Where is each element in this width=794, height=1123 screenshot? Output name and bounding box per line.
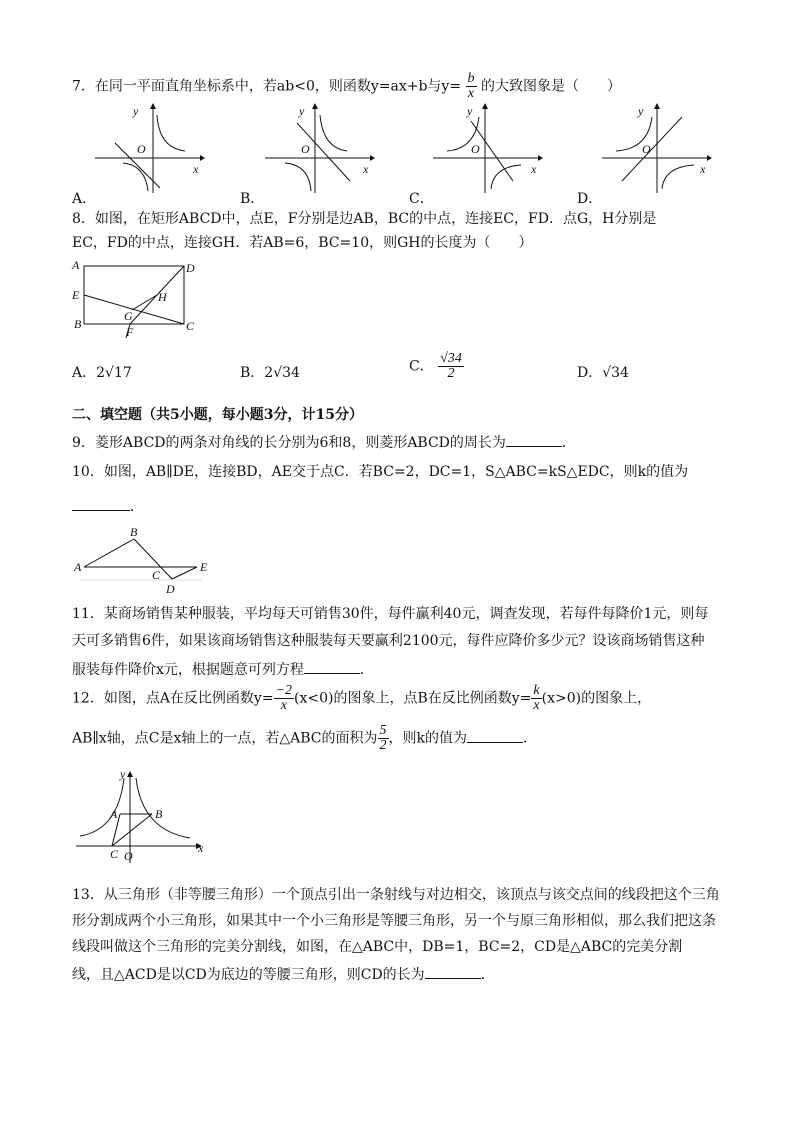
- q8-option-d[interactable]: D．√34: [577, 365, 629, 381]
- q7a-y-label: y: [133, 104, 139, 118]
- q9-end: ．: [561, 435, 576, 451]
- q12-label-a: A: [110, 807, 118, 821]
- q8-label-f: F: [126, 325, 134, 339]
- q11-end: ．: [359, 662, 374, 678]
- q7b-origin: O: [301, 142, 310, 156]
- q12-line1: [72, 684, 651, 713]
- q11-line3-text: 服装每件降价x元，根据题意可列方程: [72, 662, 304, 678]
- q7-fraction: [466, 72, 477, 101]
- q7d-x-label: x: [700, 162, 706, 176]
- q8-label-b: B: [74, 317, 82, 331]
- q8-line2: EC，FD的中点，连接GH．若AB=6，BC=10，则GH的长度为（ ）: [72, 235, 533, 251]
- q7-option-a[interactable]: A．: [72, 191, 97, 207]
- q7-text: 7．在同一平面直角坐标系中，若ab<0，则函数y=ax+b与y=: [72, 78, 462, 95]
- q8-label-e: E: [72, 288, 80, 302]
- q13-line4: [72, 964, 495, 984]
- q7d-y-label: y: [638, 104, 644, 118]
- q10-label-c: C: [152, 568, 161, 582]
- q12-fraction-1: [274, 684, 294, 713]
- q7d-origin: O: [642, 142, 651, 156]
- q10-line1: 10．如图，AB∥DE，连接BD，AE交于点C．若BC=2，DC=1，S△ABC=kS△EDC，则k的值为: [72, 464, 689, 480]
- q7-graph-b: [265, 103, 375, 193]
- q8-line1: 8．如图，在矩形ABCD中，点E，F分别是边AB，BC的中点，连接EC，FD．点G，H分别是: [72, 211, 657, 227]
- q12-f1-num: −2: [275, 683, 293, 698]
- q7-graph-c: [433, 103, 543, 193]
- q12-end: ．: [523, 730, 537, 747]
- q7-option-d[interactable]: D．: [577, 191, 603, 207]
- q12-f2-den: x: [533, 698, 540, 713]
- q13-line1: 13．从三角形（非等腰三角形）一个顶点引出一条射线与对边相交，该顶点与该交点间的线段把这个三角: [72, 887, 720, 903]
- q7-frac-num: b: [467, 71, 475, 86]
- q12-line2-post: ，则k的值为: [388, 730, 467, 747]
- q7b-x-label: x: [363, 162, 369, 176]
- q13-answer-blank[interactable]: [425, 964, 481, 979]
- q9-answer-blank[interactable]: [506, 432, 562, 447]
- q12-pre: 12．如图，点A在反比例函数y=: [72, 690, 274, 707]
- q8-label-h: H: [158, 290, 167, 304]
- q8-option-a[interactable]: A．2√17: [72, 365, 132, 381]
- q7a-origin: O: [137, 142, 146, 156]
- q12-figure: [72, 768, 207, 863]
- q12-f2-num: k: [533, 683, 540, 698]
- q8-label-a: A: [72, 258, 80, 272]
- q7-frac-den: x: [467, 86, 475, 101]
- q12-line2-pre: AB∥x轴，点C是x轴上的一点，若△ABC的面积为: [72, 730, 378, 747]
- q8-label-c: C: [186, 319, 195, 333]
- q12-f3-den: 2: [379, 738, 387, 753]
- q11-line3: [72, 659, 374, 679]
- q7c-y-label: y: [467, 104, 473, 118]
- q8-c-num: √34: [440, 351, 462, 366]
- q7-graph-a: [95, 103, 205, 193]
- q10-label-e: E: [200, 560, 208, 574]
- q9-text: 9．菱形ABCD的两条对角线的长分别为6和8，则菱形ABCD的周长为: [72, 435, 506, 451]
- q7-option-c[interactable]: C．: [409, 191, 434, 207]
- q12-label-c: C: [110, 847, 119, 861]
- q10-figure: [72, 525, 212, 595]
- q8-option-c-label: C．: [409, 358, 434, 375]
- q12-f1-den: x: [280, 698, 287, 713]
- q8-figure: [70, 258, 200, 338]
- q12-origin: O: [124, 849, 133, 863]
- q13-line4-text: 线，且△ACD是以CD为底边的等腰三角形，则CD的长为: [72, 967, 425, 983]
- q7-option-b[interactable]: B．: [240, 191, 265, 207]
- q11-answer-blank[interactable]: [304, 659, 360, 674]
- q12-fraction-2: [531, 684, 541, 713]
- q11-line2: 天可多销售6件，如果该商场销售这种服装每天要赢利2100元，每件应降价多少元？设该商场销售这种: [72, 633, 705, 649]
- q8-option-b[interactable]: B．2√34: [240, 365, 300, 381]
- q13-line2: 形分割成两个小三角形，如果其中一个小三角形是等腰三角形，另一个与原三角形相似，那么我们把这条: [72, 913, 716, 929]
- q13-line3: 线段叫做这个三角形的完美分割线，如图，在△ABC中，DB=1，BC=2，CD是△ABC的完美分割: [72, 939, 683, 955]
- q7c-origin: O: [471, 142, 480, 156]
- q7a-x-label: x: [193, 162, 199, 176]
- q10-label-d: D: [166, 582, 175, 596]
- q8-option-c-fraction: [438, 352, 464, 381]
- q7-stem: [72, 72, 621, 101]
- q10-line2: [72, 496, 144, 516]
- q12-x-label: x: [198, 841, 204, 855]
- q10-end: ．: [130, 499, 144, 515]
- q10-label-a: A: [74, 560, 82, 574]
- q11-line1: 11．某商场销售某种服装，平均每天可销售30件，每件赢利40元，调查发现，若每件每降价1元，则每: [72, 606, 709, 622]
- q7-graph-d: [602, 103, 712, 193]
- q12-y-label: y: [120, 767, 126, 781]
- q10-label-b: B: [130, 525, 138, 539]
- q8-label-g: G: [124, 309, 133, 323]
- q8-option-c[interactable]: [409, 352, 464, 381]
- q7-tail: 的大致图象是（ ）: [480, 78, 621, 95]
- q8-c-den: 2: [447, 366, 455, 381]
- q12-line2: [72, 724, 537, 753]
- q8-label-d: D: [186, 261, 195, 275]
- q12-post: (x>0)的图象上，: [541, 690, 652, 707]
- q10-answer-blank[interactable]: [72, 496, 130, 511]
- q7b-y-label: y: [299, 104, 305, 118]
- section-title: 二、填空题（共5小题，每小题3分，计15分）: [72, 407, 363, 423]
- q12-mid: (x<0)的图象上，点B在反比例函数y=: [294, 690, 532, 707]
- q12-f3-num: 5: [379, 723, 387, 738]
- q12-label-b: B: [155, 807, 163, 821]
- q9-stem: [72, 432, 576, 452]
- q13-end: ．: [480, 967, 495, 983]
- q12-fraction-3: [378, 724, 389, 753]
- q7c-x-label: x: [531, 162, 537, 176]
- q12-answer-blank[interactable]: [467, 728, 523, 743]
